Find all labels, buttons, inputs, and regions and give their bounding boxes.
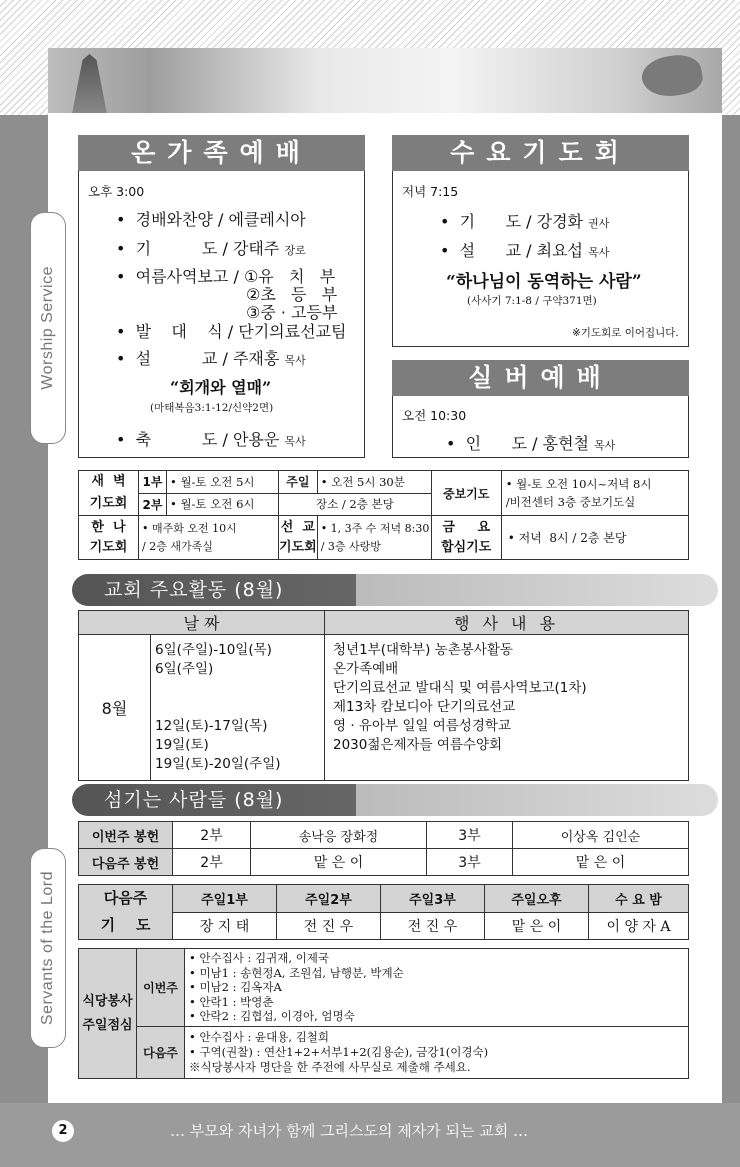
- offering-table: [78, 821, 689, 876]
- wed-sermon-ref: (사사기 7:1-8 / 구약371면): [467, 295, 597, 307]
- prayer-col: 수 요 밤: [589, 885, 689, 913]
- header-banner: [48, 48, 722, 114]
- activity-date: 19일(토): [155, 737, 209, 753]
- mission-prayer-label: 선 교 기도회: [279, 516, 318, 560]
- activity-event: 제13차 캄보디아 단기의료선교: [333, 699, 516, 715]
- heart-map-image: [639, 51, 705, 101]
- activity-date: [155, 679, 320, 698]
- silver-title: 실버예배: [392, 360, 689, 396]
- fw-item-prayer: • 기 도 / 강태주 장로: [116, 239, 306, 258]
- prayer-leaders-table: [78, 884, 689, 940]
- silver-item-leader: • 인 도 / 홍현철 목사: [446, 434, 616, 453]
- activity-date: 19일(토)-20일(주일): [155, 756, 281, 772]
- intercession-time: • 월-토 오전 10시~저녁 8시 /비전센터 3층 중보기도실: [501, 471, 688, 516]
- fw-item-commission: • 발 대 식 / 단기의료선교팀: [116, 322, 347, 341]
- activity-date: 6일(주일): [155, 661, 214, 677]
- wed-sermon-title: “하나님이 동역하는 사람”: [446, 272, 642, 292]
- mission-prayer-time: • 1, 3주 수 저녁 8:30 / 3층 사랑방: [317, 516, 431, 560]
- prayer-name: 전 진 우: [381, 912, 485, 940]
- kitchen-line: • 안수집사 : 김귀재, 이제국: [189, 951, 330, 966]
- activity-event: 온가족예배: [333, 661, 399, 677]
- activities-date-header: 날 짜: [79, 611, 325, 635]
- kitchen-line: • 미남2 : 김옥자A: [189, 980, 282, 995]
- friday-prayer-label: 금 요 합심기도: [431, 516, 501, 560]
- prayer-name: 이 양 자 A: [589, 912, 689, 940]
- activities-events: [325, 635, 689, 781]
- kitchen-next-week-label: 다음주: [137, 1027, 185, 1079]
- page-number: 2: [52, 1120, 74, 1142]
- side-tab-servants-label: Servants of the Lord: [39, 870, 56, 1026]
- kitchen-line: • 미남1 : 송현정A, 조원섭, 남행분, 박계순: [189, 965, 404, 980]
- church-tower-image: [58, 54, 128, 114]
- wednesday-time: 저녁 7:15: [402, 184, 459, 199]
- prayer-col: 주일3부: [381, 885, 485, 913]
- fw-sub-elementary: ②초 등 부: [246, 285, 338, 304]
- activity-event: 단기의료선교 발대식 및 여름사역보고(1차): [333, 680, 587, 696]
- activities-dates: [151, 635, 325, 781]
- right-frame: [722, 115, 740, 1105]
- offering-group: 2부: [173, 822, 251, 849]
- dawn-1-label: 1부: [139, 471, 167, 494]
- prayer-col: 주일2부: [277, 885, 381, 913]
- wednesday-title: 수요기도회: [392, 135, 689, 171]
- kitchen-service-label: 식당봉사 주일점심: [79, 949, 137, 1079]
- dawn-prayer-label: 새 벽 기도회: [79, 471, 139, 516]
- fw-item-praise: • 경배와찬양 / 에클레시아: [116, 210, 306, 229]
- kitchen-line: ※식당봉사자 명단을 한 주전에 사무실로 제출해 주세요.: [189, 1060, 471, 1074]
- fw-item-sermon: • 설 교 / 주재홍 목사: [116, 349, 306, 368]
- wed-item-prayer: • 기 도 / 강경화 권사: [440, 212, 610, 231]
- fw-sermon-title: “회개와 열매”: [170, 378, 272, 397]
- offering-names: 맡 은 이: [513, 849, 689, 876]
- next-prayer-label: 다음주 기 도: [79, 885, 173, 940]
- kitchen-line: • 안락1 : 박영춘: [189, 994, 274, 1009]
- kitchen-next-week-list: [185, 1027, 689, 1079]
- kitchen-line: • 구역(권찰) : 연산1+2+서부1+2(김용순), 금강1(이경숙): [189, 1045, 489, 1059]
- offering-next-week-label: 다음주 봉헌: [79, 849, 173, 876]
- dawn-2-label: 2부: [139, 493, 167, 516]
- activities-month: 8월: [79, 635, 151, 781]
- sunday-dawn-label: 주일: [279, 471, 318, 494]
- prayer-schedule-table: [78, 470, 689, 560]
- kitchen-this-week-list: [185, 949, 689, 1027]
- kitchen-line: • 안락2 : 김협섭, 이경아, 엄명숙: [189, 1009, 355, 1024]
- family-worship-time: 오후 3:00: [88, 184, 145, 199]
- fw-item-summer-report: • 여름사역보고 / ①유 치 부: [116, 267, 336, 286]
- offering-names: 송낙응 장화정: [251, 822, 427, 849]
- offering-group: 2부: [173, 849, 251, 876]
- kitchen-this-week-label: 이번주: [137, 949, 185, 1027]
- hannah-prayer-time: • 매주화 오전 10시 / 2층 새가족실: [139, 516, 279, 560]
- hannah-prayer-label: 한 나 기도회: [79, 516, 139, 560]
- offering-names: 맡 은 이: [251, 849, 427, 876]
- prayer-name: 전 진 우: [277, 912, 381, 940]
- sunday-dawn-time: • 오전 5시 30분: [317, 471, 431, 494]
- offering-group: 3부: [427, 849, 513, 876]
- activity-event: 2030젊은제자들 여름수양회: [333, 737, 503, 753]
- offering-group: 3부: [427, 822, 513, 849]
- church-motto: … 부모와 자녀가 함께 그리스도의 제자가 되는 교회 …: [170, 1122, 528, 1140]
- offering-names: 이상옥 김인순: [513, 822, 689, 849]
- kitchen-service-table: [78, 948, 689, 1079]
- activities-event-header: 행 사 내 용: [325, 611, 689, 635]
- prayer-name: 장 지 태: [173, 912, 277, 940]
- fw-sermon-ref: (마태복음3:1-12/신약2면): [150, 402, 274, 414]
- activity-date: 6일(주일)-10일(목): [155, 642, 272, 658]
- activity-event: 청년1부(대학부) 농촌봉사활동: [333, 642, 513, 658]
- offering-this-week-label: 이번주 봉헌: [79, 822, 173, 849]
- side-tab-servants: [30, 848, 66, 1048]
- activities-heading: 교회 주요활동 (8월): [72, 574, 718, 606]
- servants-heading: 섬기는 사람들 (8월): [72, 784, 718, 816]
- fw-sub-youth: ③중 · 고등부: [246, 303, 338, 322]
- side-tab-worship: [30, 212, 66, 444]
- silver-time: 오전 10:30: [402, 408, 467, 423]
- dawn-1-time: • 월-토 오전 5시: [167, 471, 279, 494]
- prayer-col: 주일1부: [173, 885, 277, 913]
- fw-item-benediction: • 축 도 / 안용운 목사: [116, 430, 306, 449]
- dawn-2-time: • 월-토 오전 6시: [167, 493, 279, 516]
- wed-note: ※기도회로 이어집니다.: [572, 327, 679, 339]
- side-tab-worship-label: Worship Service: [39, 266, 56, 390]
- activity-event: 영 · 유아부 일일 여름성경학교: [333, 718, 511, 734]
- activity-date: 12일(토)-17일(목): [155, 718, 268, 734]
- sunday-dawn-place: 장소 / 2층 본당: [279, 493, 432, 516]
- kitchen-line: • 안수집사 : 윤대용, 김철희: [189, 1030, 330, 1044]
- prayer-col: 주일오후: [485, 885, 589, 913]
- intercession-label: 중보기도: [431, 471, 501, 516]
- wed-item-sermon: • 설 교 / 최요섭 목사: [440, 241, 610, 260]
- prayer-name: 맡 은 이: [485, 912, 589, 940]
- friday-prayer-time: • 저녁 8시 / 2층 본당: [501, 516, 688, 560]
- family-worship-title: 온가족예배: [78, 135, 365, 171]
- activities-table: [78, 610, 689, 781]
